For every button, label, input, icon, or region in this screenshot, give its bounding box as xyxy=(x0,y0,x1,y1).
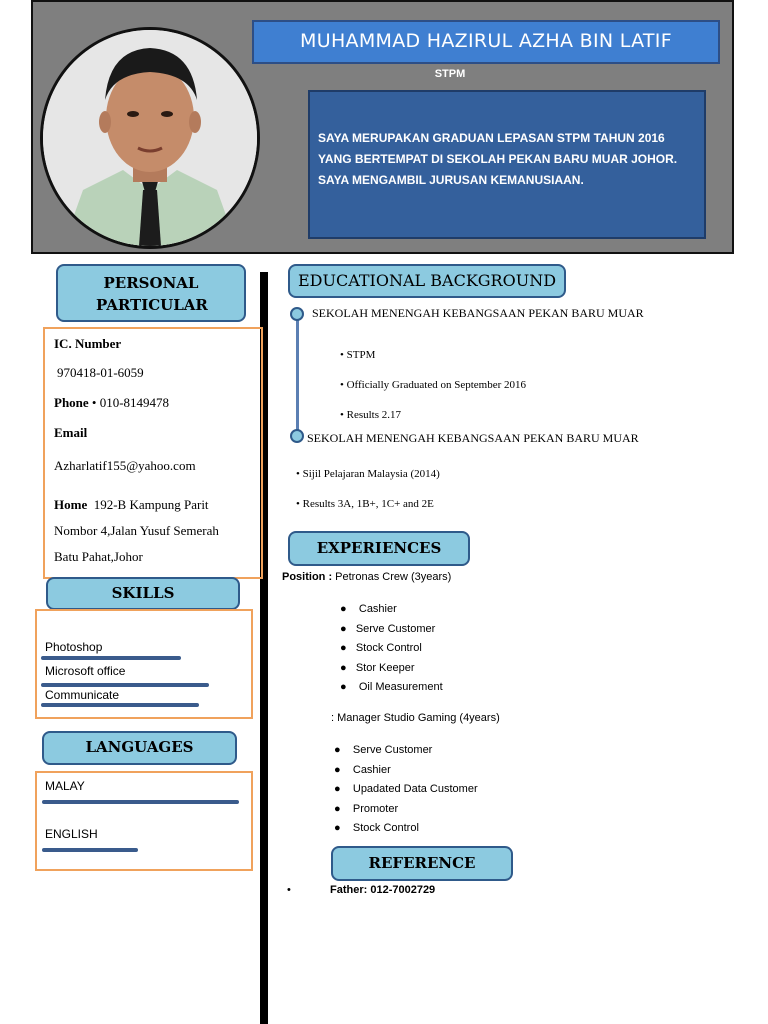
school-1-detail: • STPM xyxy=(340,349,376,361)
job-1-duty-text: Oil Measurement xyxy=(358,681,443,693)
experiences-heading xyxy=(288,531,470,566)
job-1-duty: ● Serve Customer xyxy=(340,622,436,635)
skill-label-microsoft-office: Microsoft office xyxy=(45,664,126,678)
job-2-duty: ● Stock Control xyxy=(334,822,419,834)
job-1-duty: ● Oil Measurement xyxy=(340,681,443,693)
phone-label: Phone xyxy=(54,395,89,410)
job-1-duty: ● Stock Control xyxy=(340,642,422,654)
school-1-detail: • Results 2.17 xyxy=(340,409,402,421)
profile-photo xyxy=(40,27,260,249)
skill-label-communicate: Communicate xyxy=(45,688,120,702)
ic-value: 970418-01-6059 xyxy=(57,365,144,380)
job-1-duty-text: Stock Control xyxy=(355,642,422,654)
school-1-detail-text: Results 2.17 xyxy=(346,409,402,421)
language-bar-english xyxy=(42,848,138,852)
school-1-detail: • Officially Graduated on September 2016 xyxy=(340,379,527,391)
school-1-detail-text: Officially Graduated on September 2016 xyxy=(346,379,527,391)
job-2-duty-text: Serve Customer xyxy=(352,744,433,756)
job-2-duty: ● Cashier xyxy=(334,763,391,776)
person-portrait-icon xyxy=(43,30,257,246)
position-1 xyxy=(282,571,451,583)
languages-box xyxy=(35,771,253,871)
job-2-duty-text: Cashier xyxy=(352,763,391,776)
school-2-detail-text: Results 3A, 1B+, 1C+ and 2E xyxy=(302,498,434,510)
email-label: Email xyxy=(54,425,88,440)
school-2-detail: • Results 3A, 1B+, 1C+ and 2E xyxy=(296,498,434,510)
reference-title: REFERENCE xyxy=(368,854,476,872)
reference-heading xyxy=(331,846,513,881)
reference-item: Father: 012-7002729 xyxy=(330,884,436,896)
job-2-duty: ● Serve Customer xyxy=(334,744,433,756)
phone-value: • 010-8149478 xyxy=(91,395,170,410)
job-2-duty-text: Stock Control xyxy=(352,822,419,834)
education-timeline-line xyxy=(296,314,299,436)
home-line-1: 192-B Kampung Parit xyxy=(93,497,209,512)
job-2-duty: ● Upadated Data Customer xyxy=(334,783,478,795)
school-2-details xyxy=(296,459,440,519)
job-1-duty: ● Stor Keeper xyxy=(340,661,415,674)
job-1-duty-text: Stor Keeper xyxy=(355,661,415,674)
school-2-name: SEKOLAH MENENGAH KEBANGSAAN PEKAN BARU MUAR xyxy=(307,431,639,445)
skill-label-photoshop: Photoshop xyxy=(45,640,103,654)
summary-box: SAYA MERUPAKAN GRADUAN LEPASAN STPM TAHUN 2016 YANG BERTEMPAT DI SEKOLAH PEKAN BARU MUAR JOHOR. SAYA MENGAMBIL JURUSAN KEMANUSIAAN. xyxy=(308,90,706,239)
personal-particular-heading xyxy=(56,264,246,322)
timeline-node-1 xyxy=(290,307,304,321)
home-address xyxy=(54,492,260,570)
job-2-duty-text: Promoter xyxy=(352,802,399,815)
job-1-duty-text: Serve Customer xyxy=(355,622,436,635)
job-2-duties xyxy=(334,741,478,839)
skill-bar-microsoft-office xyxy=(41,683,209,687)
job-1-duty-text: Cashier xyxy=(358,603,397,615)
skills-heading xyxy=(46,577,240,610)
school-1-detail-text: STPM xyxy=(346,349,376,361)
experiences-title: EXPERIENCES xyxy=(316,539,442,557)
job-1-title: Petronas Crew (3years) xyxy=(335,571,452,583)
skills-box xyxy=(35,609,253,719)
home-line-3: Batu Pahat,Johor xyxy=(54,549,143,564)
language-label-english: ENGLISH xyxy=(45,827,98,841)
position-label: Position : xyxy=(282,571,333,583)
job-1-duty: ● Cashier xyxy=(340,603,397,615)
personal-particular-title: PERSONAL PARTICULAR xyxy=(96,274,208,314)
school-2-detail: • Sijil Pelajaran Malaysia (2014) xyxy=(296,468,440,480)
language-bar-malay xyxy=(42,800,239,804)
home-line-2: Nombor 4,Jalan Yusuf Semerah xyxy=(54,523,219,538)
ic-label: IC. Number xyxy=(54,336,122,351)
education-title: EDUCATIONAL BACKGROUND xyxy=(297,271,557,290)
skill-bar-communicate xyxy=(41,703,199,707)
timeline-node-2 xyxy=(290,429,304,443)
job-1-duties xyxy=(340,600,443,698)
phone-row xyxy=(54,395,169,411)
skill-bar-photoshop xyxy=(41,656,181,660)
job-2-title: : Manager Studio Gaming (4years) xyxy=(331,712,500,724)
home-label: Home xyxy=(54,497,88,512)
languages-heading xyxy=(42,731,237,765)
skills-title: SKILLS xyxy=(111,584,175,602)
reference-bullet: • xyxy=(287,884,291,896)
job-2-duty: ● Promoter xyxy=(334,802,399,815)
school-1-name: SEKOLAH MENENGAH KEBANGSAAN PEKAN BARU MUAR xyxy=(312,306,644,320)
languages-title: LANGUAGES xyxy=(85,738,194,756)
candidate-name: MUHAMMAD HAZIRUL AZHA BIN LATIF xyxy=(252,20,720,64)
school-2-detail-text: Sijil Pelajaran Malaysia (2014) xyxy=(302,468,440,480)
language-label-malay: MALAY xyxy=(45,779,85,793)
education-heading xyxy=(288,264,566,298)
email-value: Azharlatif155@yahoo.com xyxy=(54,458,196,473)
qualification-label: STPM xyxy=(434,68,466,80)
job-2-duty-text: Upadated Data Customer xyxy=(352,783,478,795)
school-1-details xyxy=(340,340,526,430)
